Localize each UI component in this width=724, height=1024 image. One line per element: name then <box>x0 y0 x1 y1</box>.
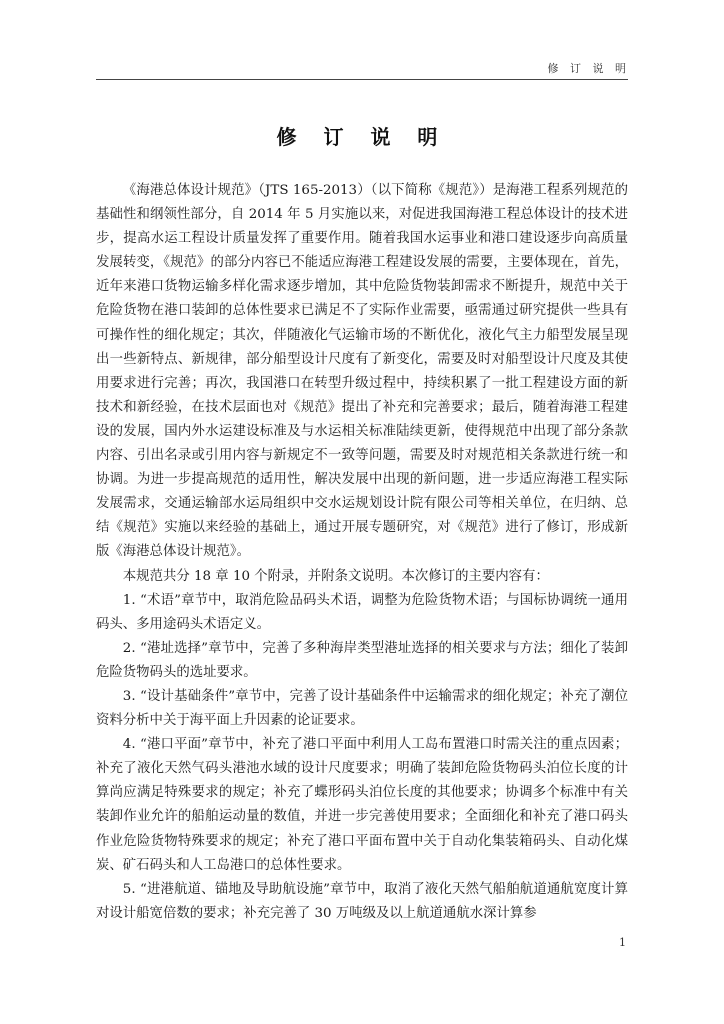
body-text <box>96 179 628 926</box>
list-item: 2. “港址选择”章节中，完善了多种海岸类型港址选择的相关要求与方法；细化了装卸危险货物码头的选址要求。 <box>96 640 628 680</box>
running-header: 修 订 说 明 <box>547 62 630 75</box>
page-number: 1 <box>619 936 626 949</box>
list-item: 3. “设计基础条件”章节中，完善了设计基础条件中运输需求的细化规定；补充了潮位资料分析中关于海平面上升因素的论证要求。 <box>96 688 628 729</box>
page-title: 修 订 说 明 <box>276 125 448 149</box>
paragraph-intro: 《海港总体设计规范》（JTS 165-2013）（以下简称《规范》）是海港工程系列规范的基础性和纲领性部分，自 2014 年 5 月实施以来，对促进我国海港工程总体设计的技术进步，提高水运工程设计质量发挥了重要作用。随着我国水运事业和港口建设逐步向高质量发展转变，《规范》的部分内容已不能适应海港工程建设发展的需要，主要体现在，首先，近年来港口货物运输多样化需求逐步增加，其中危险货物装卸需求不断提升，规范中关于危险货物在港口装卸的总体性要求已满足不了实际作业需要，亟需通过研究提供一些具有可操作性的细化规定；其次，伴随液化气运输市场的不断优化，液化气主力船型发展呈现出一些新特点、新规律，部分船型设计尺度有了新变化，需要及时对船型设计尺度及其使用要求进行完善；再次，我国港口在转型升级过程中，持续积累了一批工程建设方面的新技术和新经验，在技术层面也对《规范》提出了补充和完善要求；最后，随着海港工程建设的发展，国内外水运建设标准及与水运相关标准陆续更新，使得规范中出现了部分条款内容、引出名录或引用内容与新规定不一致等问题，需要及时对规范相关条款进行统一和协调。为进一步提高规范的适用性，解决发展中出现的新问题，进一步适应海港工程实际发展需求，交通运输部水运局组织中交水运规划设计院有限公司等相关单位，在归纳、总结《规范》实施以来经验的基础上，通过开展专题研究，对《规范》进行了修订，形成新版《海港总体设计规范》。 <box>96 183 628 560</box>
list-item: 1. “术语”章节中，取消危险品码头术语，调整为危险货物术语；与国标协调统一通用码头、多用途码头术语定义。 <box>96 592 628 632</box>
list-item: 4. “港口平面”章节中，补充了港口平面中利用人工岛布置港口时需关注的重点因素；补充了液化天然气码头港池水域的设计尺度要求；明确了装卸危险货物码头泊位长度的计算尚应满足特殊要求的规定；补充了蝶形码头泊位长度的其他要求；协调多个标准中有关装卸作业允许的船舶运动量的数值，并进一步完善使用要求；全面细化和补充了港口码头作业危险货物特殊要求的规定；补充了港口平面布置中关于自动化集装箱码头、自动化煤炭、矿石码头和人工岛港口的总体性要求。 <box>96 737 628 873</box>
header-divider <box>96 79 628 80</box>
paragraph-summary: 本规范共分 18 章 10 个附录，并附条文说明。本次修订的主要内容有： <box>122 568 549 584</box>
list-item: 5. “进港航道、锚地及导助航设施”章节中，取消了液化天然气船舶航道通航宽度计算对设计船宽倍数的要求；补充完善了 30 万吨级及以上航道通航水深计算参 <box>96 881 628 921</box>
